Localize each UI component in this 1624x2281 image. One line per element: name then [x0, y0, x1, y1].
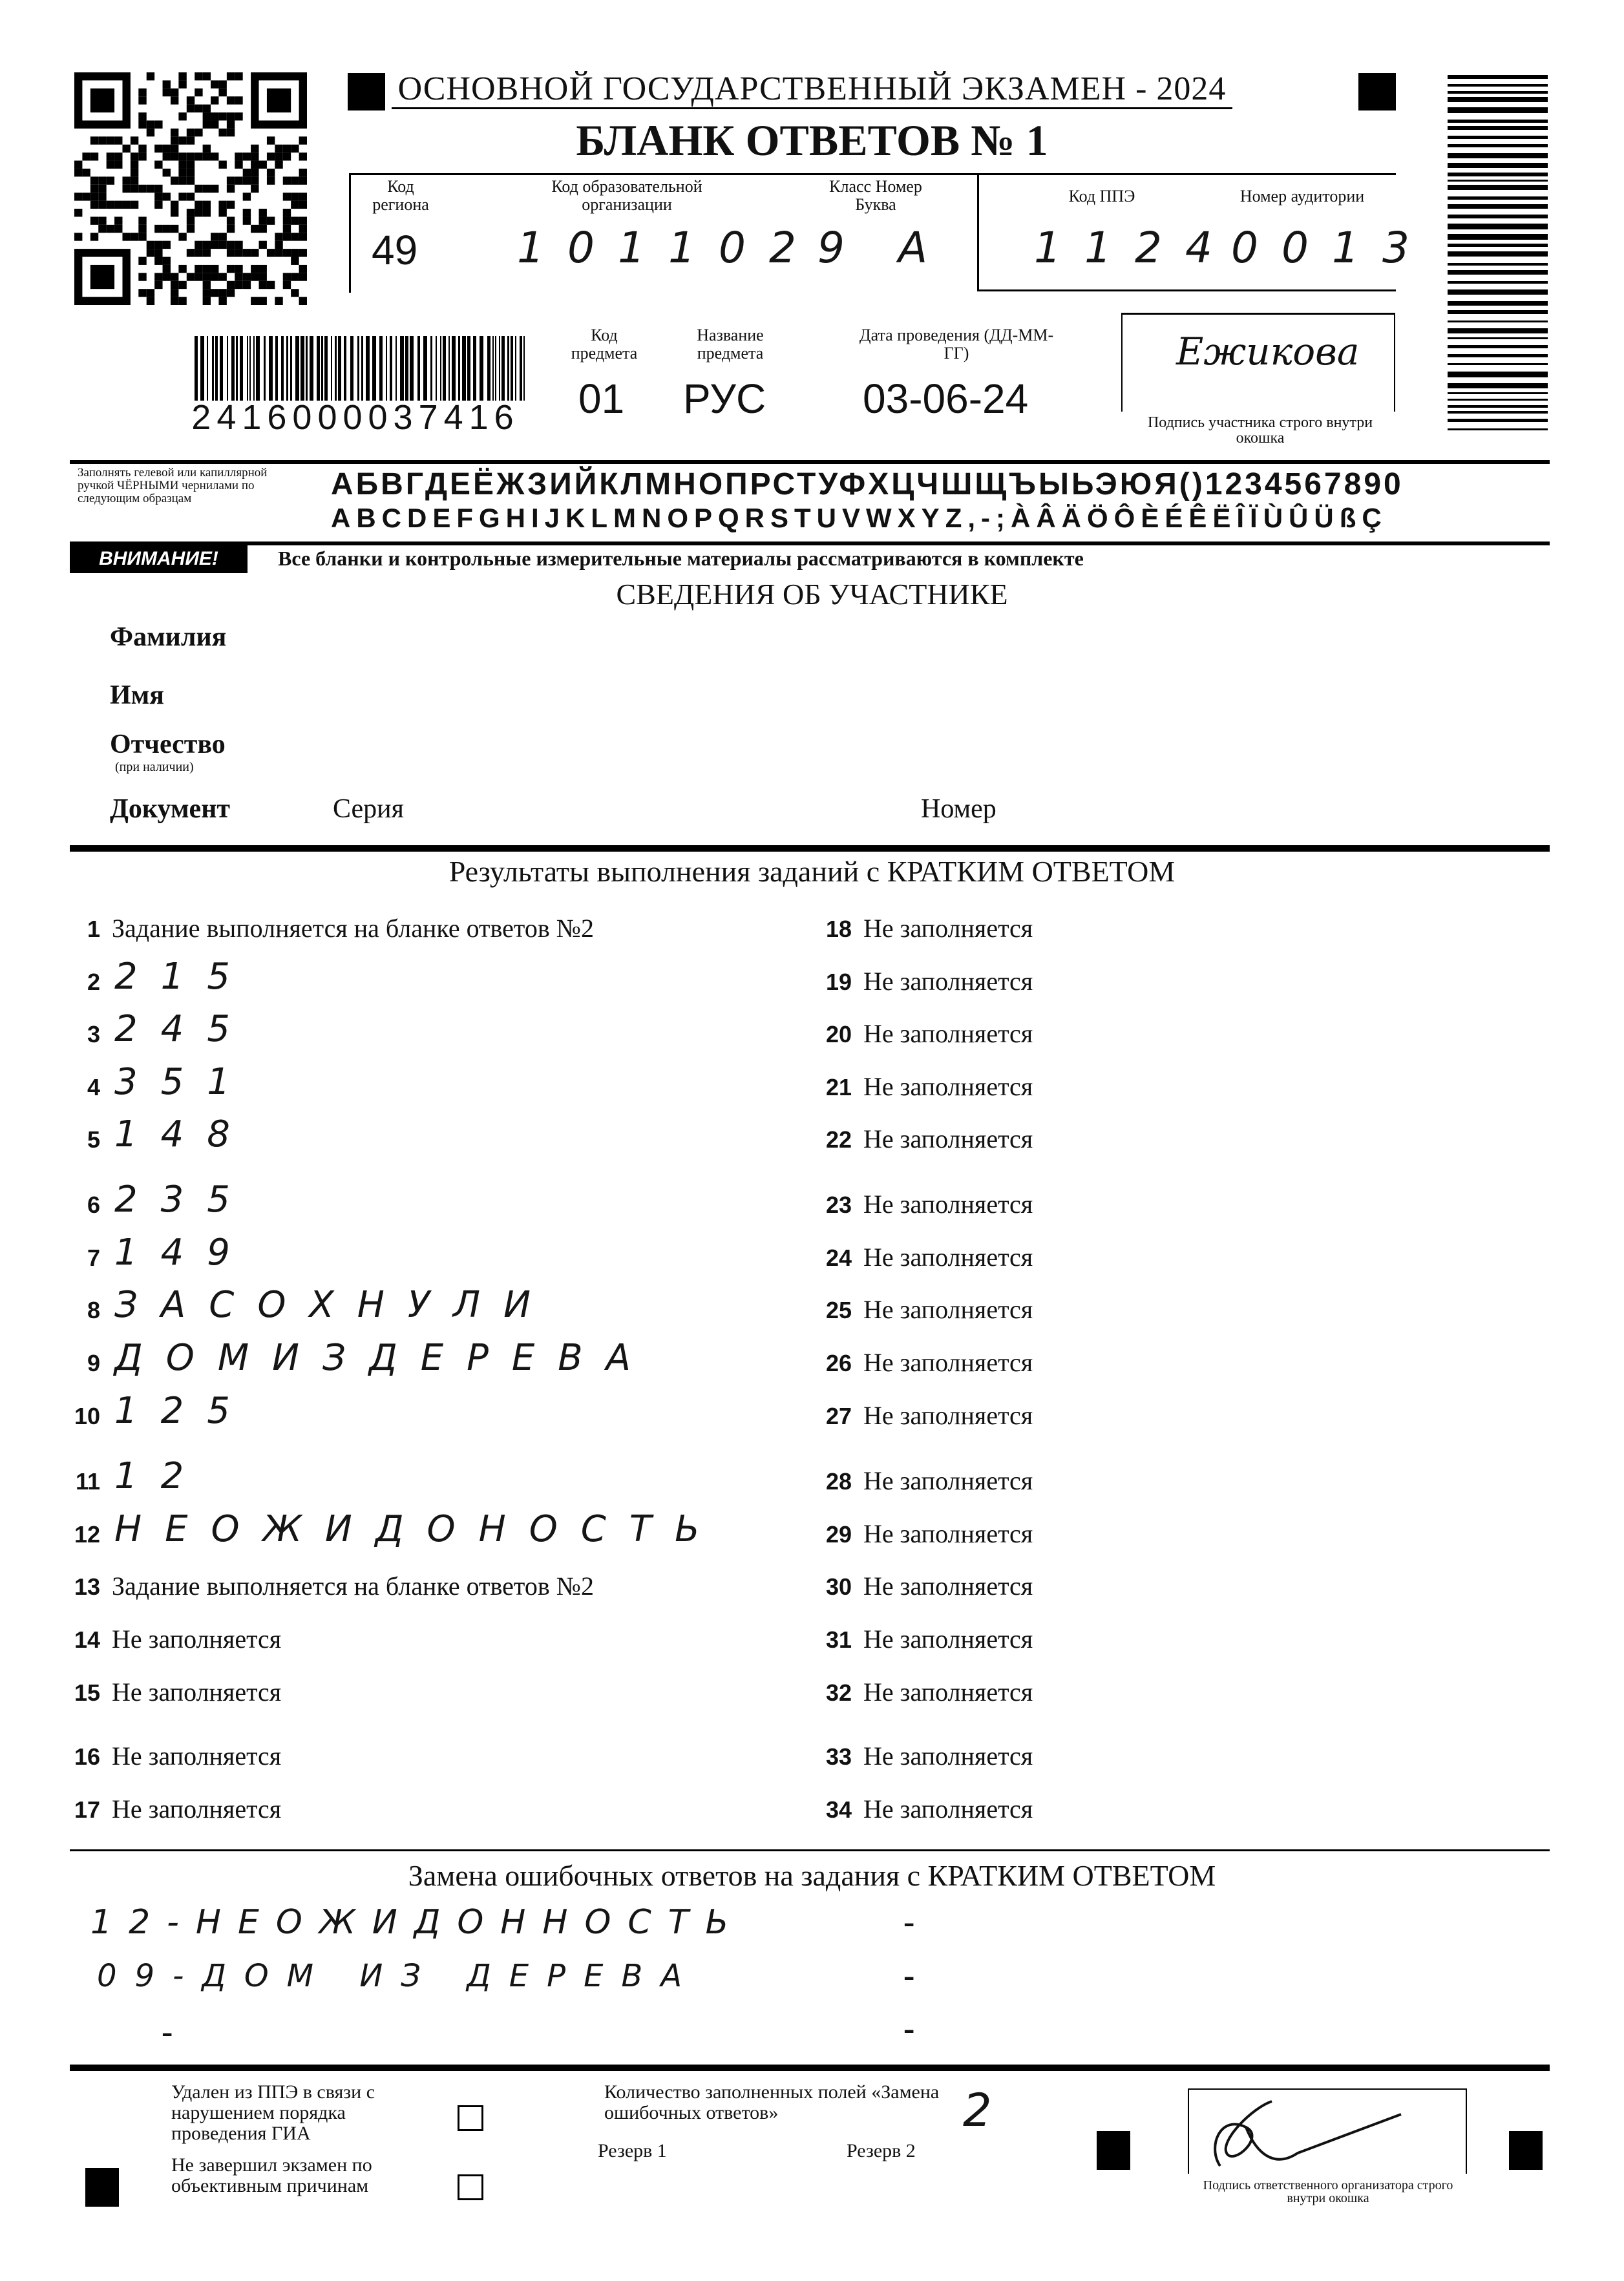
answer-row-12 — [61, 1508, 772, 1557]
answer-row-16 — [61, 1734, 772, 1780]
barcode — [191, 336, 533, 407]
answer-status-text: Не заполняется — [863, 1519, 1033, 1548]
answer-status-text: Не заполняется — [112, 1624, 282, 1654]
form-title: БЛАНК ОТВЕТОВ № 1 — [576, 116, 1048, 165]
sample-instruction: Заполнять гелевой или капиллярной ручкой ЧЁРНЫМИ чернилами по следующим образцам — [78, 466, 268, 505]
answer-status-text: Не заполняется — [863, 1348, 1033, 1377]
name-label: Имя — [110, 680, 164, 710]
patronymic-label: Отчество — [110, 730, 226, 759]
ppe-value: 1124 — [1034, 223, 1236, 273]
answer-status-text: Не заполняется — [863, 1401, 1033, 1430]
answer-status-text: Не заполняется — [112, 1741, 282, 1771]
answer-number: 1 — [87, 916, 100, 942]
answer-number: 28 — [825, 1468, 852, 1495]
answer-row-29 — [813, 1512, 1524, 1557]
answer-status-text: Не заполняется — [863, 1466, 1033, 1495]
answer-row-6 — [61, 1179, 772, 1228]
removed-checkbox[interactable] — [458, 2105, 483, 2131]
org-value: 101102 — [517, 223, 819, 273]
exam-title: ОСНОВНОЙ ГОСУДАРСТВЕННЫЙ ЭКЗАМЕН - 2024 — [0, 70, 1624, 108]
answer-number: 19 — [825, 969, 852, 995]
answer-row-23 — [813, 1183, 1524, 1228]
answer-row-14 — [61, 1617, 772, 1663]
subject-code-label: Код предмета — [571, 326, 638, 363]
answer-row-19 — [813, 960, 1524, 1005]
reserve-2-label: Резерв 2 — [847, 2140, 916, 2161]
barcode-number: 2416000037416 — [191, 398, 520, 437]
answer-row-3 — [61, 1008, 772, 1057]
answer-number: 12 — [74, 1521, 100, 1548]
answer-handwritten: 125 — [114, 1390, 253, 1432]
answer-number: 14 — [74, 1626, 100, 1653]
answer-handwritten: ЗАСОХНУЛИ — [114, 1284, 554, 1326]
answer-row-8 — [61, 1284, 772, 1333]
answer-number: 16 — [74, 1743, 100, 1770]
answer-row-5 — [61, 1113, 772, 1162]
answer-handwritten: 245 — [114, 1008, 253, 1050]
subject-name-label: Название предмета — [697, 326, 764, 363]
participant-signature-caption: Подпись участника строго внутри окошка — [1147, 414, 1373, 447]
answer-row-25 — [813, 1288, 1524, 1333]
answer-number: 23 — [825, 1192, 852, 1218]
answer-row-30 — [813, 1564, 1524, 1610]
not-finished-text: Не завершил экзамен по объективным причинам — [171, 2154, 372, 2196]
answer-handwritten: 351 — [114, 1061, 253, 1103]
answer-row-32 — [813, 1670, 1524, 1716]
answer-number: 20 — [825, 1021, 852, 1047]
answer-status-text: Не заполняется — [112, 1794, 282, 1824]
replacement-count-label: Количество заполненных полей «Замена ошибочных ответов» — [604, 2081, 940, 2123]
not-finished-checkbox[interactable] — [458, 2174, 483, 2200]
replacement-dash-3: - — [903, 2010, 915, 2047]
answer-number: 29 — [825, 1521, 852, 1548]
answer-row-33 — [813, 1734, 1524, 1780]
answer-status-text: Задание выполняется на бланке ответов №2 — [112, 1571, 594, 1601]
answer-status-text: Не заполняется — [863, 1190, 1033, 1219]
removed-text: Удален из ППЭ в связи с нарушением порядка проведения ГИА — [171, 2081, 375, 2144]
replacement-header: Замена ошибочных ответов на задания с КРАТКИМ ОТВЕТОМ — [408, 1859, 1216, 1892]
answer-number: 32 — [825, 1679, 852, 1706]
class-letter-value: А — [898, 223, 951, 273]
answer-number: 13 — [74, 1573, 100, 1600]
date-label: Дата проведения (ДД-ММ-ГГ) — [859, 326, 1054, 363]
answer-row-27 — [813, 1394, 1524, 1439]
header-separator — [70, 460, 1550, 464]
codes-frame-divider — [977, 173, 979, 291]
answer-handwritten: 235 — [114, 1179, 253, 1221]
answer-row-2 — [61, 956, 772, 1005]
answer-number: 34 — [825, 1796, 852, 1823]
answer-number: 18 — [825, 916, 852, 942]
document-label: Документ — [110, 794, 231, 824]
results-header: Результаты выполнения заданий с КРАТКИМ ОТВЕТОМ — [448, 855, 1176, 888]
answer-status-text: Не заполняется — [863, 1019, 1033, 1048]
replacement-dash-4: - — [162, 2013, 173, 2050]
answer-number: 8 — [87, 1297, 100, 1323]
ppe-label: Код ППЭ — [1068, 187, 1135, 205]
answer-status-text: Не заполняется — [863, 1072, 1033, 1101]
answer-status-text: Не заполняется — [863, 1741, 1033, 1771]
participant-header: СВЕДЕНИЯ ОБ УЧАСТНИКЕ — [616, 578, 1008, 611]
participant-signature: Ежикова — [1176, 330, 1360, 373]
answer-row-21 — [813, 1065, 1524, 1110]
answer-row-10 — [61, 1390, 772, 1439]
answer-row-22 — [813, 1117, 1524, 1162]
answer-row-9 — [61, 1337, 772, 1386]
replacement-line-2: 09-ДОМ ИЗ ДЕРЕВА — [97, 1958, 701, 1994]
answer-row-26 — [813, 1341, 1524, 1386]
answer-number: 17 — [74, 1796, 100, 1823]
replacement-dash-1: - — [903, 1904, 915, 1940]
class-label: Класс Номер Буква — [829, 177, 922, 214]
answer-status-text: Не заполняется — [863, 1124, 1033, 1153]
replacement-count-value: 2 — [963, 2084, 1015, 2137]
answer-number: 30 — [825, 1573, 852, 1600]
registration-marker-bottom-1 — [85, 2168, 119, 2207]
registration-marker-bottom-2 — [1097, 2131, 1130, 2170]
region-value: 49 — [372, 227, 418, 273]
answer-handwritten: 215 — [114, 956, 253, 998]
answer-number: 27 — [825, 1403, 852, 1429]
organizer-signature-mark — [1194, 2088, 1408, 2182]
footer-separator — [70, 2065, 1550, 2071]
replacement-separator — [70, 1849, 1550, 1851]
attention-text: Все бланки и контрольные измерительные материалы рассматриваются в комплекте — [278, 547, 1084, 570]
answer-row-34 — [813, 1787, 1524, 1833]
answer-handwritten: ДОМИЗДЕРЕВА — [114, 1337, 654, 1379]
answer-number: 15 — [74, 1679, 100, 1706]
replacement-line-1: 12-НЕОЖИДОННОСТЬ — [90, 1903, 746, 1942]
answer-number: 6 — [87, 1192, 100, 1218]
answer-number: 5 — [87, 1126, 100, 1153]
codes-frame-left — [349, 173, 351, 293]
answer-row-4 — [61, 1061, 772, 1110]
room-label: Номер аудитории — [1239, 187, 1365, 205]
answer-number: 31 — [825, 1626, 852, 1653]
subject-code-value: 01 — [578, 375, 625, 422]
replacement-dash-2: - — [903, 1957, 915, 1994]
series-label: Серия — [333, 794, 404, 824]
answer-number: 21 — [825, 1074, 852, 1100]
answer-number: 9 — [87, 1350, 100, 1376]
codes-frame-top — [349, 173, 1396, 175]
answer-status-text: Задание выполняется на бланке ответов №2 — [112, 914, 594, 943]
answer-number: 11 — [75, 1468, 100, 1495]
answer-number: 10 — [74, 1403, 100, 1429]
room-value: 0013 — [1231, 223, 1433, 273]
reserve-1-label: Резерв 1 — [598, 2140, 667, 2161]
answer-number: 24 — [825, 1245, 852, 1271]
subject-name-value: РУС — [683, 375, 766, 422]
attention-badge: ВНИМАНИЕ! — [70, 544, 248, 573]
sample-row-cyrillic: АБВГДЕЁЖЗИЙКЛМНОПРСТУФХЦЧШЩЪЫЬЭЮЯ()1234567890 — [331, 467, 1404, 501]
sample-row-latin: ABCDEFGHIJKLMNOPQRSTUVWXYZ,-;ÀÂÄÖÔÈÉÊËÎÏÙÛÜßÇ — [331, 503, 1387, 533]
answer-status-text: Не заполняется — [863, 1243, 1033, 1272]
answer-status-text: Не заполняется — [863, 1624, 1033, 1654]
answer-number: 25 — [825, 1297, 852, 1323]
number-label: Номер — [921, 794, 997, 824]
answer-row-31 — [813, 1617, 1524, 1663]
patronymic-note: (при наличии) — [115, 760, 194, 774]
answer-row-28 — [813, 1459, 1524, 1504]
answer-number: 2 — [87, 969, 100, 995]
answer-status-text: Не заполняется — [863, 1571, 1033, 1601]
org-label: Код образовательной организации — [551, 177, 702, 214]
answer-number: 26 — [825, 1350, 852, 1376]
answer-row-7 — [61, 1232, 772, 1281]
answer-status-text: Не заполняется — [863, 1295, 1033, 1324]
answer-row-18 — [813, 907, 1524, 952]
answer-row-15 — [61, 1670, 772, 1716]
answer-handwritten: 12 — [114, 1455, 207, 1497]
answer-handwritten: 149 — [114, 1232, 253, 1274]
answer-status-text: Не заполняется — [863, 914, 1033, 943]
answer-number: 4 — [87, 1074, 100, 1100]
answer-number: 33 — [825, 1743, 852, 1770]
answer-row-24 — [813, 1235, 1524, 1281]
region-label: Код региона — [372, 177, 429, 214]
answer-row-13 — [61, 1564, 772, 1610]
answer-status-text: Не заполняется — [863, 967, 1033, 996]
answer-number: 7 — [87, 1245, 100, 1271]
answer-row-1 — [61, 907, 772, 952]
answer-number: 3 — [87, 1021, 100, 1047]
class-number-value: 9 — [817, 223, 868, 273]
attention-bar-line — [70, 541, 1550, 545]
answer-status-text: Не заполняется — [112, 1677, 282, 1707]
results-separator — [70, 845, 1550, 852]
date-value: 03-06-24 — [863, 375, 1029, 422]
codes-frame-bottom-right — [977, 289, 1396, 291]
answer-status-text: Не заполняется — [863, 1794, 1033, 1824]
surname-label: Фамилия — [110, 622, 227, 652]
answer-status-text: Не заполняется — [863, 1677, 1033, 1707]
organizer-signature-caption: Подпись ответственного организатора строго внутри окошка — [1203, 2178, 1453, 2205]
answer-number: 22 — [825, 1126, 852, 1153]
answer-row-20 — [813, 1012, 1524, 1057]
answer-row-11 — [61, 1455, 772, 1504]
answer-row-17 — [61, 1787, 772, 1833]
answer-handwritten: НЕОЖИДОНОСТЬ — [114, 1508, 723, 1550]
registration-marker-bottom-3 — [1509, 2131, 1543, 2170]
answer-handwritten: 148 — [114, 1113, 253, 1155]
